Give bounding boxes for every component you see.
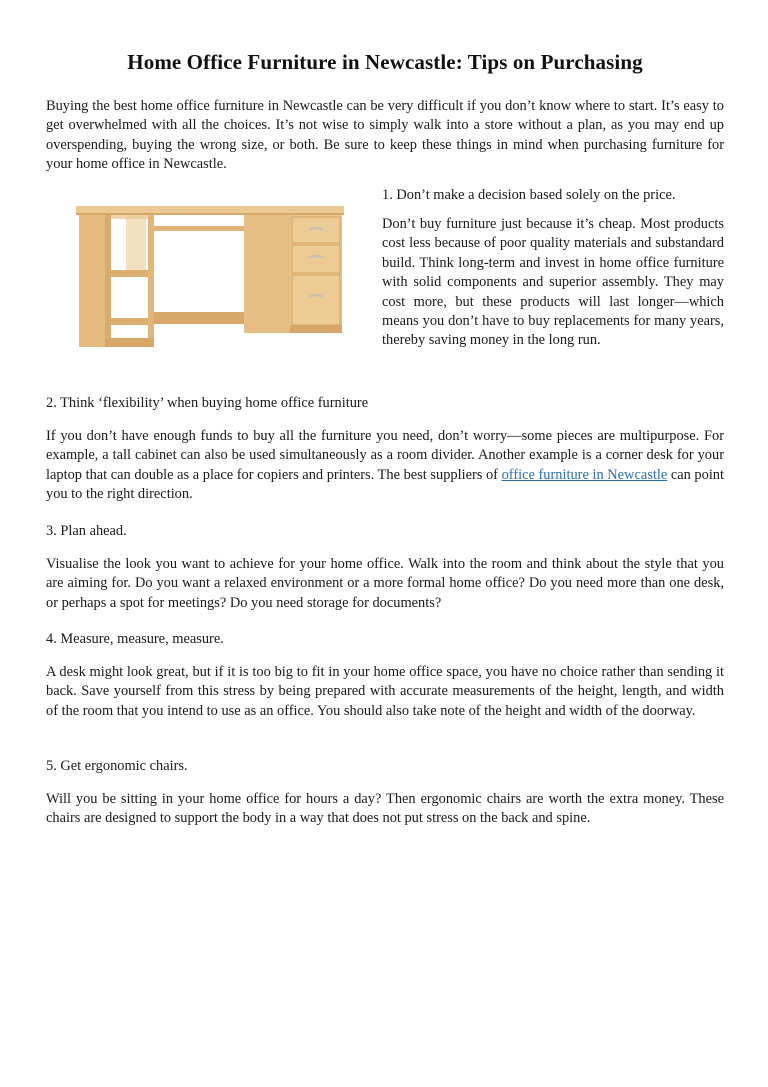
section-2-body bbox=[46, 427, 724, 505]
section-3-body: Visualise the look you want to achieve for your home office. Walk into the room and think about the style that you are aiming for. Do you want a relaxed environment or a more formal home office? Do you need more than one desk, or perhaps a spot for meetings? Do you need storage for documents? bbox=[46, 556, 724, 611]
page-title: Home Office Furniture in Newcastle: Tips on Purchasing bbox=[127, 50, 643, 74]
section-2-text-after: can point you to the right direction. bbox=[46, 466, 725, 503]
section-3-heading: 3. Plan ahead. bbox=[46, 523, 127, 539]
section-1-body: Don’t buy furniture just because it’s cheap. Most products cost less because of poor quality materials and substandard build. Think long-term and invest in home office furniture with solid components and superior assembly. They may cost more, but these products will last longer—which means you don’t have to buy replacements for many years, thereby saving money in the long run. bbox=[382, 216, 724, 349]
section-2-text-before: If you don’t have enough funds to buy all the furniture you need, don’t worry—some pieces are multipurpose. For example, a tall cabinet can also be used simultaneously as a room divider. Another example is a corner desk for your laptop that can double as a place for copiers and printers. The best suppliers of bbox=[46, 428, 724, 483]
section-4-body: A desk might look great, but if it is too big to fit in your home office space, you have no choice rather than sending it back. Save yourself from this stress by being prepared with accurate measurements of the height, length, and width of the room that you intend to use as an office. You should also take note of the height and width of the doorway. bbox=[46, 664, 724, 719]
section-1-heading: 1. Don’t make a decision based solely on the price. bbox=[382, 187, 676, 203]
section-5-heading: 5. Get ergonomic chairs. bbox=[46, 758, 188, 774]
intro-paragraph: Buying the best home office furniture in Newcastle can be very difficult if you don’t know where to start. It’s easy to get overwhelmed with all the choices. It’s not wise to simply walk into a store without a plan, as you may end up overspending, buying the wrong size, or both. Be sure to keep these things in mind when purchasing furniture for your home office in Newcastle. bbox=[46, 98, 724, 173]
section-2-heading: 2. Think ‘flexibility’ when buying home office furniture bbox=[46, 395, 369, 411]
desk-image bbox=[74, 200, 346, 360]
section-4-heading: 4. Measure, measure, measure. bbox=[46, 631, 224, 647]
office-furniture-link[interactable]: office furniture in Newcastle bbox=[501, 466, 668, 483]
section-5-body: Will you be sitting in your home office for hours a day? Then ergonomic chairs are worth the extra money. These chairs are designed to support the body in a way that does not put stress on the back and spine. bbox=[46, 791, 724, 827]
